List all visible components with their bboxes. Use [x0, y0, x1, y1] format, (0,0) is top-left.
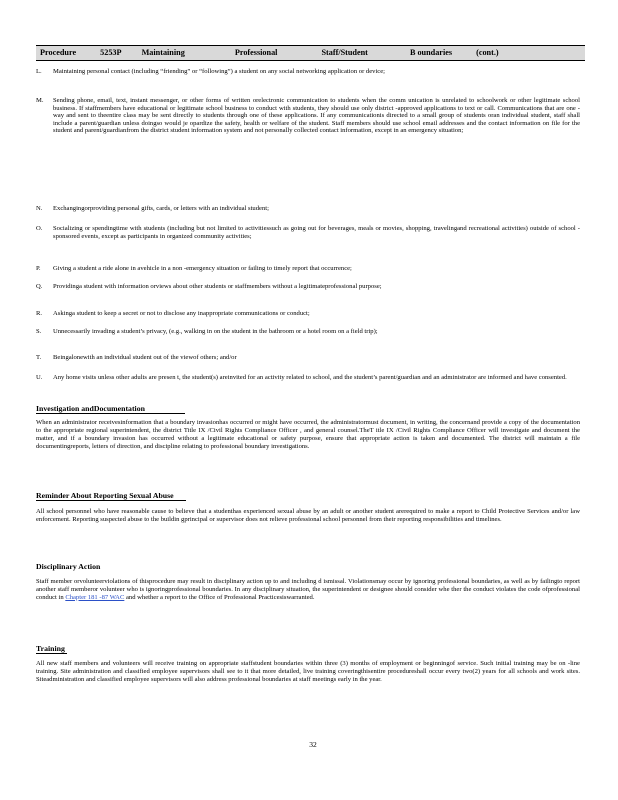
title-word-4: B oundaries	[409, 48, 453, 57]
item-text: Giving a student a ride alone in avehicle in a non -emergency situation or failing to timely report that occurrence;	[53, 265, 352, 272]
heading-disciplinary: Disciplinary Action	[36, 562, 101, 571]
item-letter: M.	[36, 97, 44, 104]
disciplinary-paragraph	[36, 578, 580, 602]
title-word-1: Maintaining	[141, 48, 185, 57]
page-number: 32	[309, 740, 317, 749]
item-text: Any home visits unless other adults are presen t, the student(s) areinvited for an activity related to school, and the student’s parent/guardian and an administrator are informed and have consented.	[53, 374, 567, 381]
item-letter: L.	[36, 68, 42, 75]
heading-investigation: Investigation andDocumentation	[36, 404, 185, 414]
item-text: Socializing or spendingtime with students (including but not limited to activitiessuch as going out for beverages, meals or movies, shopping, travelingand recreational activities) outside of school -sponsored events, except as participants in organized community activities;	[53, 225, 580, 240]
item-text: Askinga student to keep a secret or not to disclose any inappropriate communications or conduct;	[53, 310, 310, 317]
wac-chapter-link[interactable]: Chapter 181 -87 WAC	[65, 593, 125, 601]
item-letter: R.	[36, 310, 43, 317]
item-text: Unnecessarily invading a student’s privacy, (e.g., walking in on the student in the bathroom or a hotel room on a field trip);	[53, 328, 378, 335]
title-word-2: Professional	[234, 48, 278, 57]
procedure-number: 5253P	[100, 48, 122, 57]
item-letter: S.	[36, 328, 42, 335]
disciplinary-text-after: and whether a report to the Office of Professional Practicesiswarranted.	[126, 593, 315, 601]
item-letter: O.	[36, 225, 43, 232]
item-letter: T.	[36, 354, 42, 361]
item-text: Maintaining personal contact (including “friending” or “following”) a student on any social networking application or device;	[53, 68, 385, 75]
title-word-3: Staff/Student	[321, 48, 368, 57]
item-letter: Q.	[36, 283, 43, 290]
item-text: Providinga student with information orviews about other students or staffmembers without a legitimateprofessional purpose;	[53, 283, 382, 290]
item-letter: U.	[36, 374, 43, 381]
heading-reminder: Reminder About Reporting Sexual Abuse	[36, 491, 186, 501]
procedure-header	[36, 45, 585, 61]
reminder-paragraph: All school personnel who have reasonable cause to believe that a studenthas experienced sexual abuse by an adult or another student arerequired to make a report to Child Protective Services and/or law enforcement. Reporting suspected abuse to the buildin gprincipal or supervisor does not relieve professional school personnel from their reporting responsibilities and timelines.	[36, 508, 580, 523]
investigation-paragraph: When an administrator receivesinformation that a boundary invasionhas occurred or might have occurred, the administratormust document, in writing, the concernand provide a copy of the documentation to the appropriate regional superintendent, the district Title IX /Civil Rights Compliance Officer , and general counsel.TheT itle IX /Civil Rights Compliance Officer will investigate and document the matter, and if a boundary invasion has occurred without a legitimate educational or safety purpose, ensure that appropriate action is taken and documented. The district will maintain a file documentingreports, letters of direction, and discipline relating to professional boundary investigations.	[36, 419, 580, 450]
item-letter: P.	[36, 265, 41, 272]
item-text: Sending phone, email, text, instant messenger, or other forms of written orelectronic communication to students when the comm unication is unrelated to schoolwork or other legitimate school business. If staffmembers have educational or legitimate school business to conduct with students, they should use only district -approved applications to text or call. Communications that are one -way and sent to theentire class may be sent directly to students through one of these applications. If any communicationis directed to a small group of students oran individual student, staff shall include a parent/guardian unless doingso would je opardize the safety, health or welfare of the student. Staff members should use school email addresses and the contact information on file for the student and parent/guardianfrom the district student information system and not personally collected contact information, except in an emergency situation;	[53, 97, 580, 135]
training-paragraph: All new staff members and volunteers will receive training on appropriate staffstudent boundaries within three (3) months of employment or beginningof service. Such initial training may be on -line training. Site administration and classified employee supervisors shall see to it that more detailed, live training coveringthisentire procedureshall occur every two(2) years for all schools and work sites. Siteadministration and classified employee supervisors will also address professional boundaries at staff meetings early in the year.	[36, 660, 580, 683]
item-text: Exchangingorproviding personal gifts, cards, or letters with an individual student;	[53, 205, 269, 212]
item-text: Beingalonewith an individual student out of the viewof others; and/or	[53, 354, 237, 361]
heading-training: Training	[36, 644, 65, 653]
title-cont: (cont.)	[476, 48, 499, 57]
item-letter: N.	[36, 205, 43, 212]
disciplinary-text-before: Staff member orvolunteerviolations of thisprocedure may result in disciplinary action up to and including d ismissal. Violationsmay occur by ignoring professional boundaries, as well as by failingto report another staff memberor volunteer who is ignoringprofessional boundaries. In any disciplinary situation, the superintendent or designee should consider whe ther the conduct violates the code ofprofessional conduct in	[36, 578, 580, 601]
procedure-label: Procedure	[40, 48, 77, 57]
